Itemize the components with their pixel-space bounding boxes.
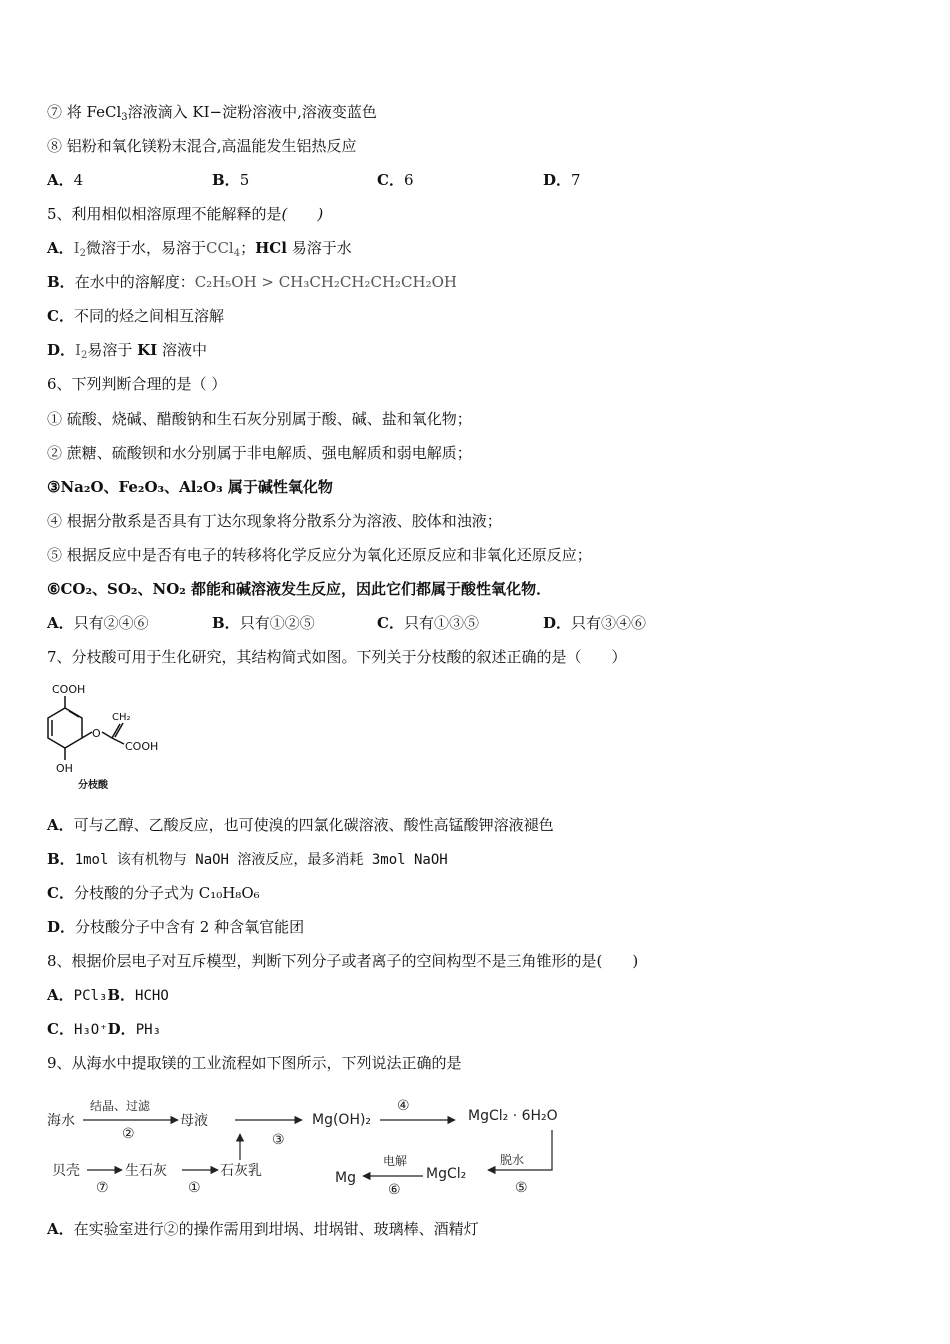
q4-item-8: ⑧ 铝粉和氧化镁粉末混合,高温能发生铝热反应 — [47, 137, 357, 155]
q4-option-c: C．6 — [377, 171, 414, 189]
q5-option-d: D．$I_2$易溶于 KI 溶液中 — [47, 341, 207, 361]
label-dehydrate: 脱水 — [500, 1153, 525, 1167]
label-o: O — [92, 727, 101, 740]
bond-o — [82, 732, 92, 738]
q6-statement-2: ② 蔗糖、硫酸钡和水分别属于非电解质、强电解质和弱电解质； — [47, 444, 472, 462]
q9-option-a: A．在实验室进行②的操作需用到坩埚、坩埚钳、玻璃棒、酒精灯 — [47, 1220, 479, 1238]
label-electrolysis: 电解 — [383, 1154, 408, 1168]
label-structure-name: 分枝酸 — [78, 780, 108, 791]
q6-option-a: A．只有②④⑥ — [47, 614, 149, 632]
node-mgcl2: MgCl₂ — [426, 1166, 467, 1182]
q4-option-d: D．7 — [543, 171, 581, 189]
num-step7: ⑦ — [96, 1180, 109, 1196]
node-quicklime: 生石灰 — [125, 1163, 167, 1179]
q7-option-a: A．可与乙醇、乙酸反应，也可使溴的四氯化碳溶液、酸性高锰酸钾溶液褪色 — [47, 816, 554, 834]
q7-option-c: C．分枝酸的分子式为 C₁₀H₈O₆ — [47, 884, 260, 902]
label-step2: 结晶、过滤 — [90, 1099, 151, 1113]
num-step2: ② — [122, 1126, 135, 1142]
magnesium-extraction-flowchart — [40, 1090, 600, 1200]
q6-statement-4: ④ 根据分散系是否具有丁达尔现象将分散系分为溶液、胶体和浊液； — [47, 512, 502, 530]
chorismic-acid-structure — [40, 680, 180, 792]
bond-cooh-right — [112, 738, 124, 744]
num-step1: ① — [188, 1180, 201, 1196]
q6-statement-5: ⑤ 根据反应中是否有电子的转移将化学反应分为氧化还原反应和非氧化还原反应； — [47, 546, 592, 564]
q5-option-c: C．不同的烃之间相互溶解 — [47, 307, 224, 325]
node-mg: Mg — [335, 1170, 356, 1186]
num-step3: ③ — [272, 1132, 285, 1148]
q4-option-b: B．5 — [212, 171, 250, 189]
label-cooh-right: COOH — [125, 740, 159, 753]
q7-option-d: D．分枝酸分子中含有 2 种含氧官能团 — [47, 918, 305, 936]
node-mgoh2: Mg(OH)₂ — [312, 1112, 372, 1128]
q6-option-d: D．只有③④⑥ — [543, 614, 647, 632]
bond-o-c — [102, 732, 112, 738]
q4-item-7: ⑦ 将 FeCl$_3$溶液滴入 KI−淀粉溶液中,溶液变蓝色 — [47, 103, 377, 123]
q5-stem: 5、利用相似相溶原理不能解释的是( ) — [47, 205, 324, 223]
num-step6: ⑥ — [388, 1182, 401, 1198]
num-step4: ④ — [397, 1098, 410, 1114]
ring-bond — [48, 708, 82, 748]
q7-option-b: B．1mol 该有机物与 NaOH 溶液反应，最多消耗 3mol NaOH — [47, 850, 448, 868]
num-step5: ⑤ — [515, 1180, 528, 1196]
q6-statement-6: ⑥CO₂、SO₂、NO₂ 都能和碱溶液发生反应，因此它们都属于酸性氧化物． — [47, 580, 552, 598]
q8-stem: 8、根据价层电子对互斥模型，判断下列分子或者离子的空间构型不是三角锥形的是( ) — [47, 952, 639, 970]
q6-stem: 6、下列判断合理的是（ ） — [47, 375, 227, 393]
node-seawater: 海水 — [47, 1113, 75, 1129]
label-cooh-top: COOH — [52, 683, 86, 696]
node-shell: 贝壳 — [52, 1163, 80, 1179]
q8-options-cd: C．H₃O⁺D．PH₃ — [47, 1020, 161, 1038]
ring-double-bond-2 — [69, 711, 79, 717]
q8-options-ab: A．PCl₃B．HCHO — [47, 986, 169, 1004]
label-ch2: CH₂ — [112, 712, 131, 723]
node-mother-liquor: 母液 — [180, 1113, 208, 1129]
q7-stem: 7、分枝酸可用于生化研究，其结构简式如图。下列关于分枝酸的叙述正确的是（ ） — [47, 648, 627, 666]
q5-option-a: A．$I_2$微溶于水，易溶于CCl$_4$；HCl 易溶于水 — [47, 239, 352, 259]
q6-option-b: B．只有①②⑤ — [212, 614, 315, 632]
q6-statement-1: ① 硫酸、烧碱、醋酸钠和生石灰分别属于酸、碱、盐和氧化物； — [47, 410, 472, 428]
q6-option-c: C．只有①③⑤ — [377, 614, 479, 632]
q6-statement-3: ③Na₂O、Fe₂O₃、Al₂O₃ 属于碱性氧化物 — [47, 478, 333, 496]
q9-stem: 9、从海水中提取镁的工业流程如下图所示，下列说法正确的是 — [47, 1054, 462, 1072]
q5-option-b: B．在水中的溶解度：C₂H₅OH > CH₃CH₂CH₂CH₂CH₂OH — [47, 273, 458, 291]
q4-option-a: A．4 — [47, 171, 84, 189]
node-lime-milk: 石灰乳 — [220, 1163, 262, 1179]
node-mgcl2-hydrate: MgCl₂ · 6H₂O — [468, 1108, 558, 1124]
label-oh: OH — [56, 762, 73, 775]
